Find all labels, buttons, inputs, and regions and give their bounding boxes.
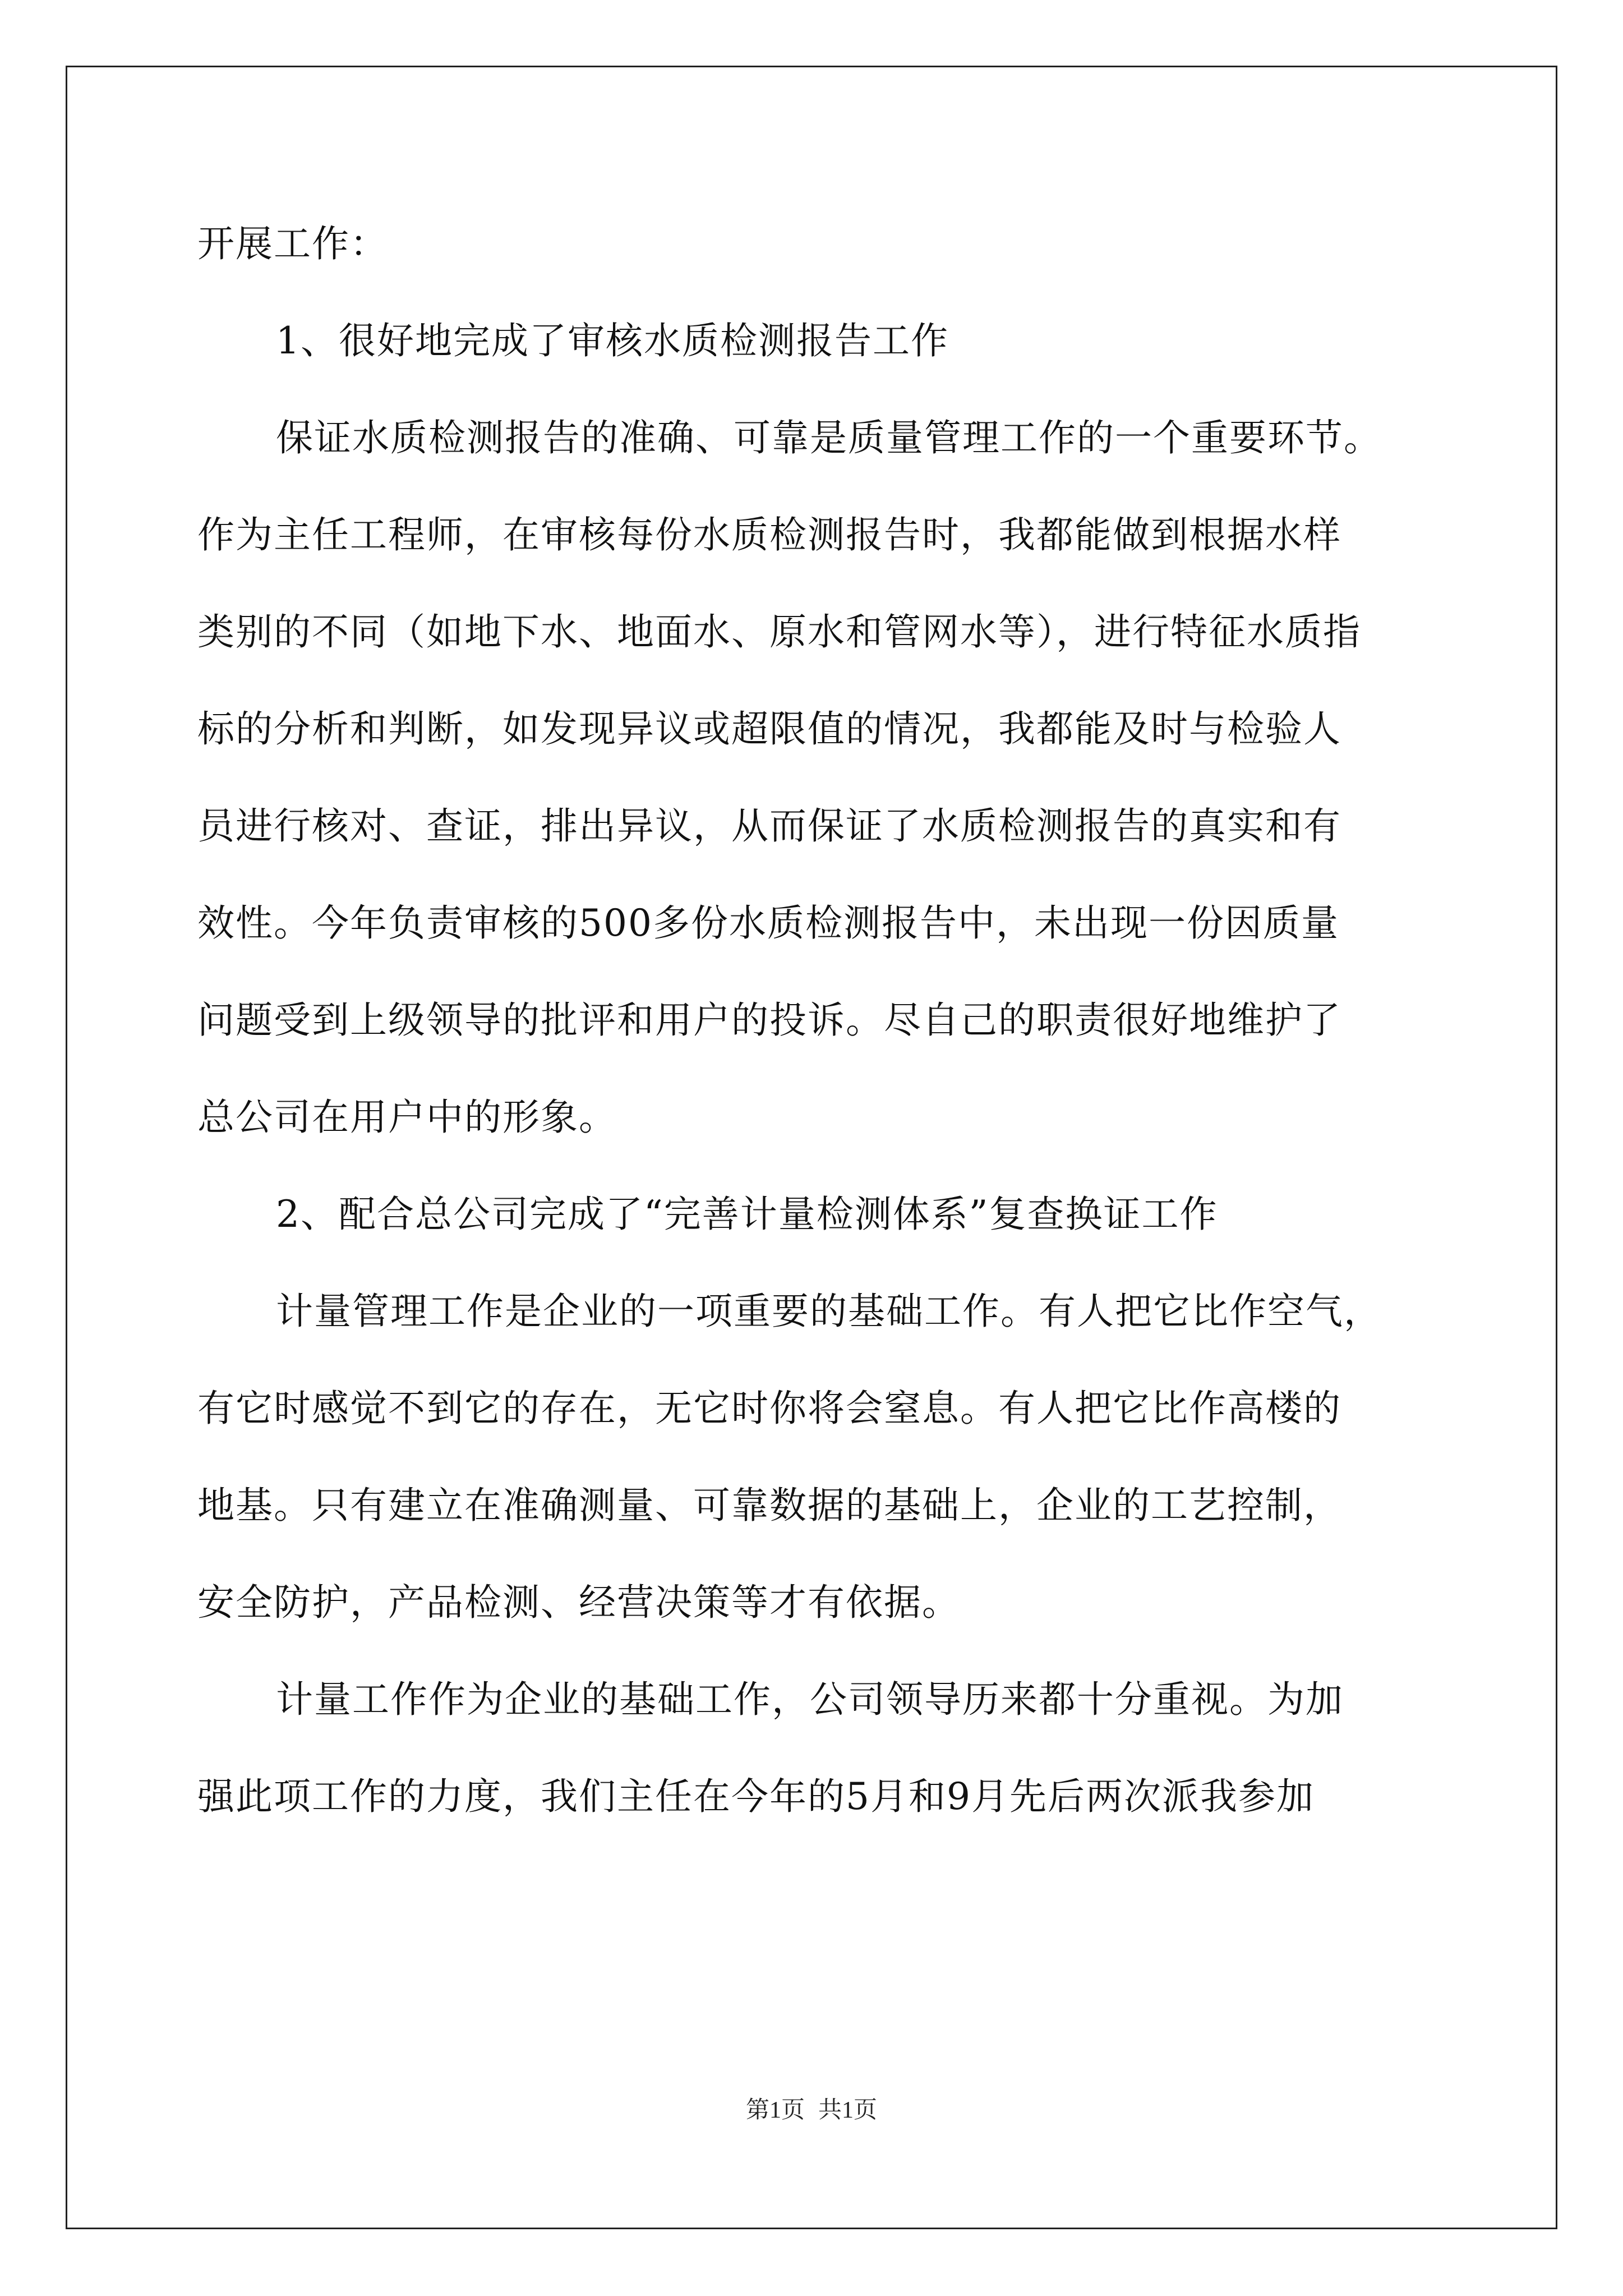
text-line: 效性。今年负责审核的500多份水质检测报告中，未出现一份因质量 — [197, 901, 1339, 945]
text-line: 开展工作： — [197, 222, 388, 265]
text-line: 计量工作作为企业的基础工作，公司领导历来都十分重视。为加 — [276, 1678, 1344, 1721]
text-line: 作为主任工程师，在审核每份水质检测报告时，我都能做到根据水样 — [197, 513, 1341, 556]
section-heading: 2、配合总公司完成了“完善计量检测体系”复查换证工作 — [276, 1193, 1218, 1236]
text-line: 地基。只有建立在准确测量、可靠数据的基础上，企业的工艺控制， — [197, 1484, 1341, 1527]
text-line: 强此项工作的力度，我们主任在今年的5月和9月先后两次派我参加 — [197, 1775, 1315, 1818]
page-footer — [0, 2091, 1623, 2125]
text-line: 总公司在用户中的形象。 — [197, 1096, 617, 1139]
text-line: 类别的不同（如地下水、地面水、原水和管网水等），进行特征水质指 — [197, 610, 1361, 654]
text-line: 员进行核对、查证，排出异议，从而保证了水质检测报告的真实和有 — [197, 804, 1341, 848]
text-line: 保证水质检测报告的准确、可靠是质量管理工作的一个重要环节。 — [276, 416, 1382, 459]
page-border — [66, 66, 1557, 2229]
section-heading: 1、很好地完成了审核水质检测报告工作 — [276, 319, 949, 362]
text-line: 安全防护，产品检测、经营决策等才有依据。 — [197, 1581, 960, 1624]
page-number-total: 共1页 — [818, 2097, 878, 2123]
text-line: 有它时感觉不到它的存在，无它时你将会窒息。有人把它比作高楼的 — [197, 1387, 1341, 1430]
text-line: 计量管理工作是企业的一项重要的基础工作。有人把它比作空气， — [276, 1290, 1382, 1333]
page-number-current: 第1页 — [745, 2097, 805, 2123]
text-line: 问题受到上级领导的批评和用户的投诉。尽自己的职责很好地维护了 — [197, 999, 1341, 1042]
text-line: 标的分析和判断，如发现异议或超限值的情况，我都能及时与检验人 — [197, 707, 1341, 751]
